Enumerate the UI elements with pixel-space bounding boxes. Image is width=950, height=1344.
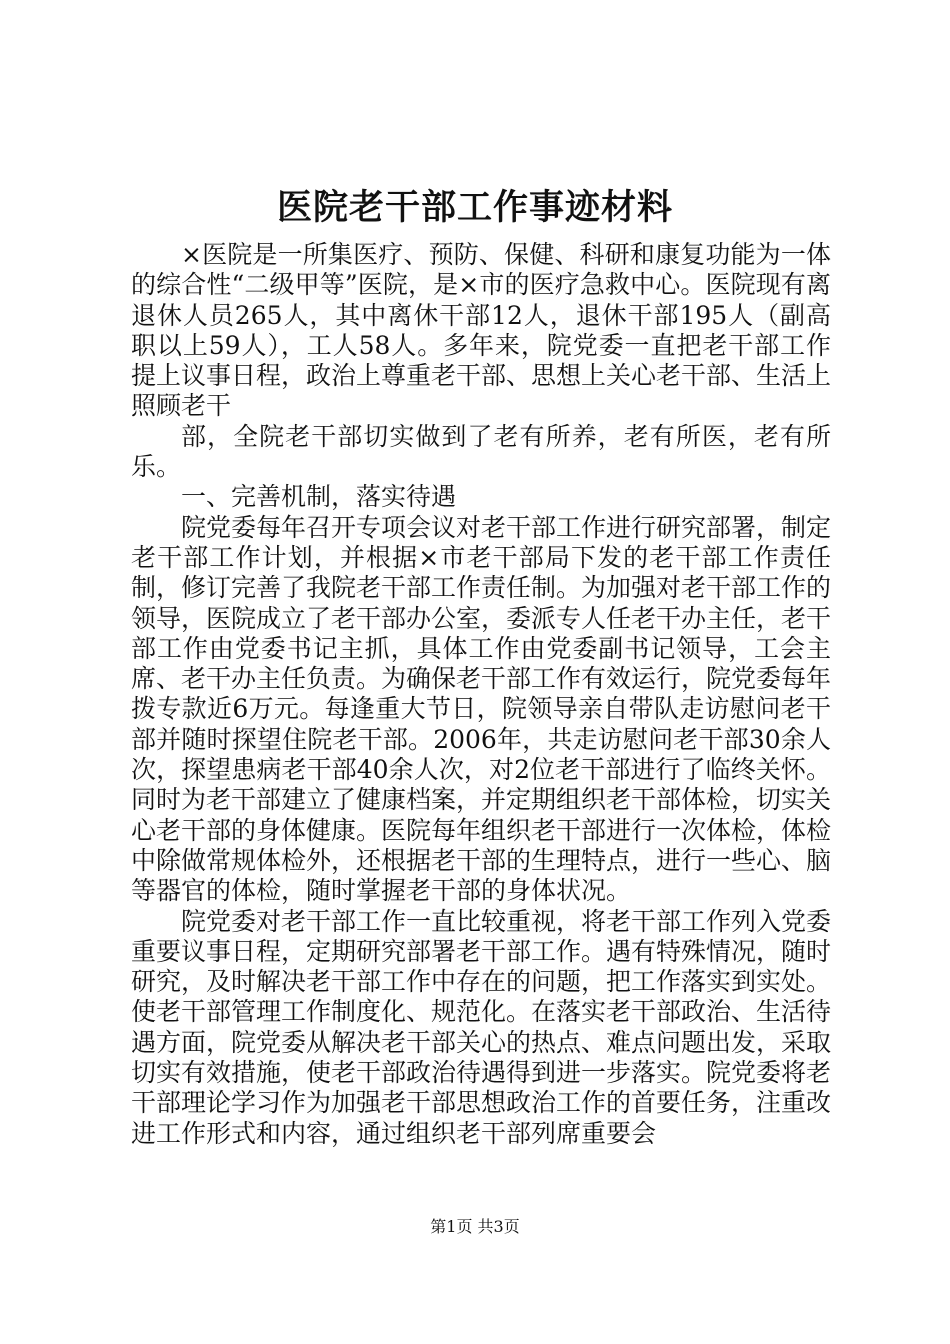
paragraph-intro: ×医院是一所集医疗、预防、保健、科研和康复功能为一体的综合性“二级甲等”医院，是×市的医疗急救中心。医院现有离退休人员265人，其中离休干部12人，退休干部195人（副高职以上59人），工人58人。多年来，院党委一直把老干部工作提上议事日程，政治上尊重老干部、思想上关心老干部、生活上照顾老干 bbox=[131, 240, 832, 421]
page-number-footer: 第1页 共3页 bbox=[430, 1217, 520, 1236]
paragraph-party-committee: 院党委对老干部工作一直比较重视，将老干部工作列入党委重要议事日程，定期研究部署老干部工作。遇有特殊情况，随时研究，及时解决老干部工作中存在的问题，把工作落实到实处。使老干部管理工作制度化、规范化。在落实老干部政治、生活待遇方面，院党委从解决老干部关心的热点、难点问题出发，采取切实有效措施，使老干部政治待遇得到进一步落实。院党委将老干部理论学习作为加强老干部思想政治工作的首要任务，注重改进工作形式和内容，通过组织老干部列席重要会 bbox=[131, 906, 832, 1148]
section-heading: 一、完善机制，落实待遇 bbox=[181, 482, 457, 512]
document-title: 医院老干部工作事迹材料 bbox=[276, 187, 673, 228]
document-body bbox=[131, 240, 831, 1149]
paragraph-mechanism: 院党委每年召开专项会议对老干部工作进行研究部署，制定老干部工作计划，并根据×市老干部局下发的老干部工作责任制，修订完善了我院老干部工作责任制。为加强对老干部工作的领导，医院成立了老干部办公室，委派专人任老干办主任，老干部工作由党委书记主抓，具体工作由党委副书记领导，工会主席、老干办主任负责。为确保老干部工作有效运行，院党委每年拨专款近6万元。每逢重大节日，院领导亲自带队走访慰问老干部并随时探望住院老干部。2006年，共走访慰问老干部30余人次，探望患病老干部40余人次，对2位老干部进行了临终关怀。同时为老干部建立了健康档案，并定期组织老干部体检，切实关心老干部的身体健康。医院每年组织老干部进行一次体检，体检中除做常规体检外，还根据老干部的生理特点，进行一些心、脑等器官的体检，随时掌握老干部的身体状况。 bbox=[131, 512, 832, 906]
paragraph-intro-continued: 部，全院老干部切实做到了老有所养，老有所医，老有所乐。 bbox=[131, 421, 831, 482]
